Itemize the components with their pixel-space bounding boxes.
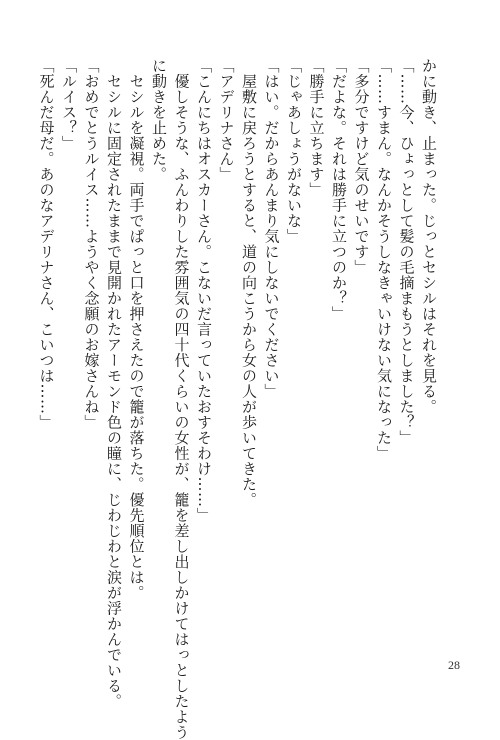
text-line: 「ルイス？」: [60, 58, 78, 151]
text-line: 屋敷に戻ろうとすると、道の向こうから女の人が歩いてきた。: [240, 58, 258, 508]
text-line: セシルに固定されたままで見開かれたアーモンド色の瞳に、じわじわと涙が浮かんでいる。: [105, 58, 123, 709]
text-line: 「だよな。それは勝手に立つのか？」: [330, 58, 348, 322]
text-line: 「……すまん。なんかそうしなきゃいけない気になった」: [375, 58, 393, 461]
text-line: セシルを凝視。両手でぱっと口を押さえたので籠が落ちた。優先順位とは。: [127, 58, 146, 601]
text-line: 「はい。だからあんまり気にしないでください」: [262, 58, 281, 399]
text-line: 優しそうな、ふんわりした雰囲気の四十代くらいの女性が、籠を差し出しかけてはっとしたよう: [172, 58, 191, 740]
text-line: 「勝手に立ちます」: [307, 58, 326, 198]
text-line: かに動き、止まった。じっとセシルはそれを見る。: [420, 58, 438, 415]
text-line: 「おめでとうルイス……ようやく念願のお嫁さんね」: [82, 58, 101, 430]
text-line: に動きを止めた。: [150, 58, 168, 182]
text-line: 「こんにちはオスカーさん。こないだ言っていたおすそわけ……」: [195, 58, 213, 523]
text-line: 「多分ですけど気のせいです」: [352, 58, 371, 275]
text-line: 「死んだ母だ。あのなアデリナさん、こいつは……」: [37, 58, 56, 430]
text-line: 「じゃあしょうがないな」: [285, 58, 303, 244]
text-line: 「……今、ひょっとして髪の毛摘まもうとしました？」: [397, 58, 416, 446]
page-number: 28: [448, 658, 460, 672]
text-line: 「アデリナさん」: [217, 58, 236, 182]
vertical-text-body: [37, 58, 440, 740]
